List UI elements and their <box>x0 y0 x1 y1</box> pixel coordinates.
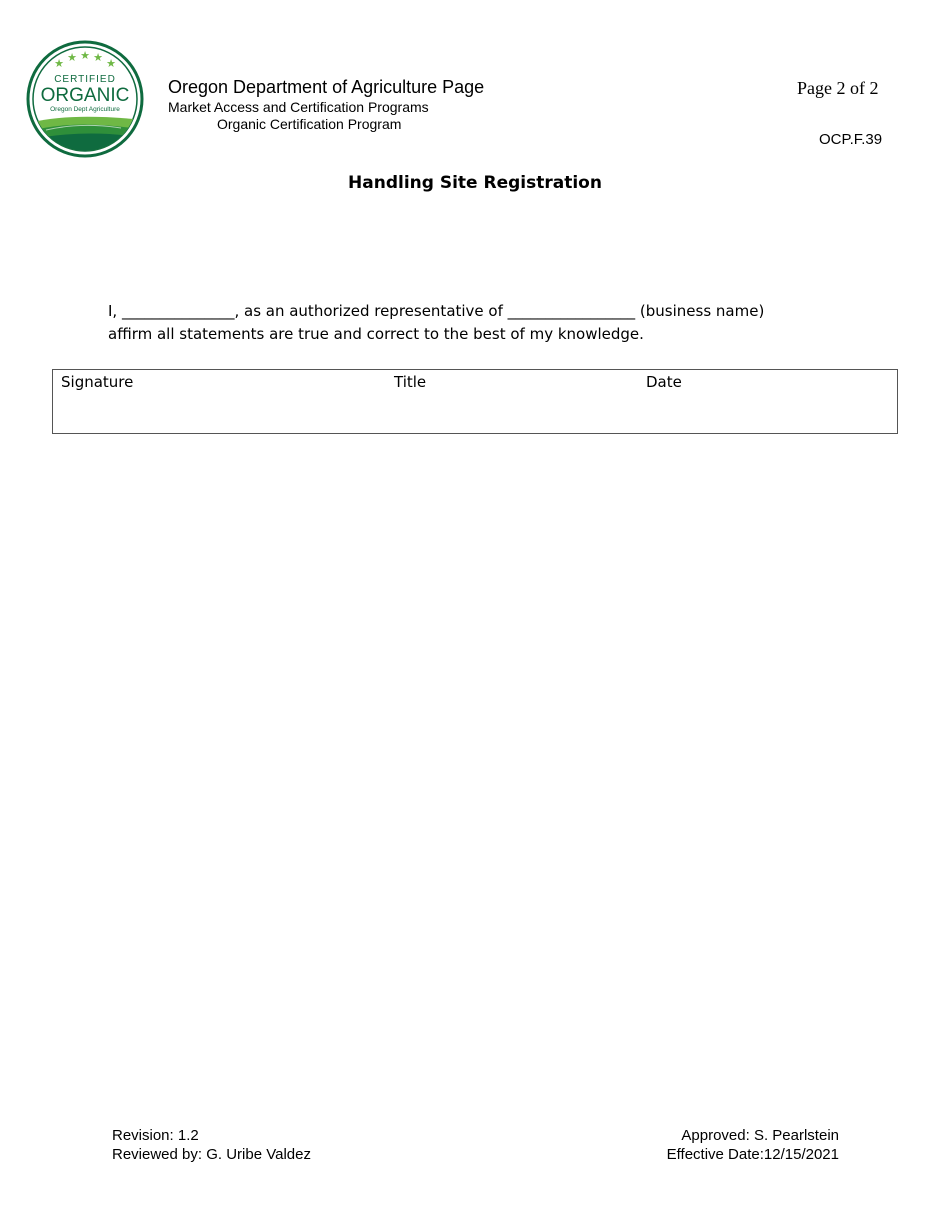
agency-name: Oregon Department of Agriculture Page <box>168 77 485 97</box>
svg-text:★: ★ <box>93 52 103 64</box>
revision: Revision: 1.2 <box>112 1127 199 1144</box>
title-label: Title <box>394 373 427 391</box>
effective-date: Effective Date:12/15/2021 <box>666 1146 839 1163</box>
signature-block <box>52 369 898 434</box>
svg-text:★: ★ <box>106 58 116 70</box>
form-code: OCP.F.39 <box>819 131 883 148</box>
approved-by: Approved: S. Pearlstein <box>681 1127 839 1144</box>
affirmation-statement <box>108 300 868 346</box>
reviewed-by: Reviewed by: G. Uribe Valdez <box>112 1146 311 1163</box>
svg-text:★: ★ <box>67 52 77 64</box>
svg-text:★: ★ <box>80 50 90 62</box>
signature-label: Signature <box>61 373 134 391</box>
page-number: Page 2 of 2 <box>797 78 879 98</box>
division-name: Market Access and Certification Programs <box>168 99 429 115</box>
footer-right <box>667 1126 839 1164</box>
logo-top-text: CERTIFIED <box>54 74 116 85</box>
affirmation-line-2: affirm all statements are true and correct to the best of my knowledge. <box>108 325 644 343</box>
date-label: Date <box>646 373 682 391</box>
program-name: Organic Certification Program <box>217 116 402 132</box>
svg-text:★: ★ <box>54 58 64 70</box>
certified-organic-logo <box>26 40 144 158</box>
footer-left <box>112 1126 311 1164</box>
logo-sub-text: Oregon Dept Agriculture <box>50 106 120 113</box>
logo-main-text: ORGANIC <box>40 85 130 106</box>
page-title: Handling Site Registration <box>348 173 602 193</box>
affirmation-line-1: I, _______________, as an authorized representative of _________________ (business name) <box>108 302 765 320</box>
